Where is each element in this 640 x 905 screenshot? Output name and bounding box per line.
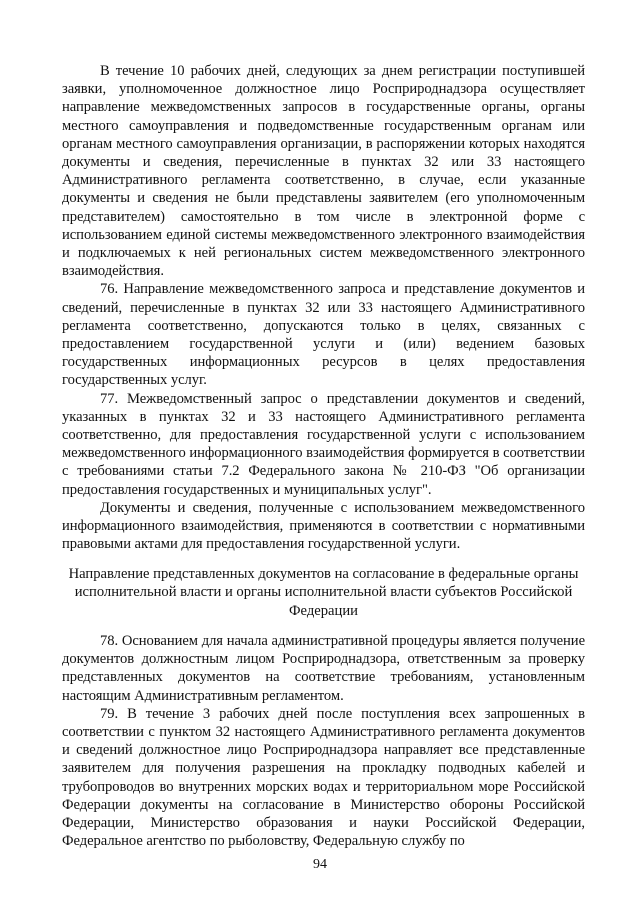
paragraph-77-continuation: Документы и сведения, полученные с использованием межведомственного информационного взаимодействия, применяются в соответствии с нормативными правовыми актами для предоставления государственной услуги. <box>62 499 585 553</box>
paragraph-76: 76. Направление межведомственного запроса и представление документов и сведений, перечисленные в пунктах 32 или 33 настоящего Административного регламента соответственно, допускаются только в целях, связанных с предоставлением государственной услуги и (или) ведением базовых государственных информационных ресурсов в целях предоставления государственных услуг. <box>62 281 585 389</box>
paragraph-77: 77. Межведомственный запрос о представлении документов и сведений, указанных в пунктах 32 и 33 настоящего Административного регламента соответственно, для предоставления государственной услуги с использованием межведомственного информационного взаимодействия формируется в соответствии с требованиями статьи 7.2 Федерального закона № 210-ФЗ "Об организации предоставления государственных и муниципальных услуг". <box>62 390 585 498</box>
paragraph-79: 79. В течение 3 рабочих дней после поступления всех запрошенных в соответствии с пунктом 32 настоящего Административного регламента документов и сведений должностное лицо Росприроднадзора направляет все представленные заявителем для получения разрешения на прокладку подводных кабелей и трубопроводов во внутренних морских водах и территориальном море Российской Федерации документы на согласование в Министерство обороны Российской Федерации, Министерство образования и науки Российской Федерации, Федеральное агентство по рыболовству, Федеральную службу по <box>62 705 585 850</box>
paragraph-78: 78. Основанием для начала административной процедуры является получение документов должностным лицом Росприроднадзора, ответственным за проверку представленных документов на соответствие требованиям, установленным настоящим Административным регламентом. <box>62 633 585 704</box>
body-text-bottom <box>62 632 585 850</box>
section-heading: Направление представленных документов на согласование в федеральные органы исполнительной власти и органы исполнительной власти субъектов Российской Федерации <box>68 566 579 619</box>
paragraph-75-continuation: В течение 10 рабочих дней, следующих за днем регистрации поступившей заявки, уполномоченное должностное лицо Росприроднадзора осуществляет направление межведомственных запросов в государственные органы, органы местного самоуправления и подведомственные государственным органам или органам местного самоуправления организации, в распоряжении которых находятся документы и сведения, перечисленные в пунктах 32 или 33 настоящего Административного регламента соответственно, в случае, если указанные документы и сведения не были представлены заявителем (его уполномоченным представителем) самостоятельно в том числе в электронной форме с использованием единой системы межведомственного электронного взаимодействия и подключаемых к ней региональных систем межведомственного электронного взаимодействия. <box>62 63 585 280</box>
body-text-top <box>62 62 585 553</box>
page-number: 94 <box>313 857 327 872</box>
